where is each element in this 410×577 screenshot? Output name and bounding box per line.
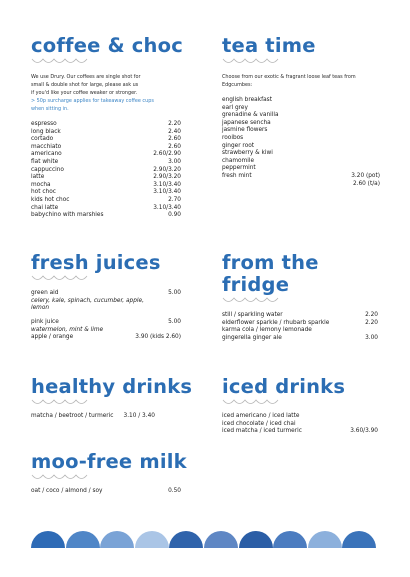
menu-item — [222, 428, 378, 436]
menu-item — [31, 334, 181, 342]
tea-last-row — [222, 173, 380, 181]
tea-item: strawberry & kiwi — [222, 150, 273, 157]
item-name: green aid — [31, 290, 59, 296]
coffee-items — [31, 121, 181, 220]
juices-section — [31, 252, 181, 342]
item-name: gingerella ginger ale — [222, 334, 282, 341]
menu-item — [31, 413, 181, 421]
juices-items — [31, 290, 181, 342]
tea-item: fresh mint — [222, 172, 252, 179]
scallop-shape — [342, 531, 376, 548]
scallop-shape — [135, 531, 169, 548]
tea-price-row — [222, 181, 380, 189]
item-price: 2.40 — [168, 128, 181, 135]
iced-items — [222, 413, 378, 436]
menu-item — [222, 320, 378, 328]
menu-item — [31, 205, 181, 213]
intro-line: We use Drury. Our coffees are single shot for — [31, 74, 141, 80]
wave-divider — [222, 297, 282, 306]
item-description: celery, kale, spinach, cucumber, apple, — [31, 297, 144, 304]
wave-divider — [31, 474, 91, 483]
tea-items — [222, 97, 380, 188]
tea-title: tea time — [222, 34, 316, 57]
tea-section — [222, 35, 380, 188]
item-name: flat white — [31, 158, 59, 165]
item-name: elderflower sparkle / rhubarb sparkle — [222, 319, 330, 326]
menu-item — [31, 144, 181, 152]
juices-title: fresh juices — [31, 251, 161, 274]
intro-line: Choose from our exotic & fragrant loose leaf teas from — [222, 74, 356, 80]
item-price: 2.20 — [168, 121, 181, 127]
menu-item — [31, 151, 181, 159]
coffee-intro — [31, 73, 181, 113]
item-price: 2.70 — [168, 196, 181, 203]
wave-divider — [31, 399, 91, 408]
fridge-items — [222, 312, 378, 342]
iced-section — [222, 376, 378, 436]
item-price: 0.90 — [168, 212, 181, 219]
item-name: still / sparkling water — [222, 312, 283, 318]
item-name: apple / orange — [31, 334, 74, 341]
item-name: hot choc — [31, 189, 56, 196]
intro-line: Edgcumbes: — [222, 82, 253, 88]
menu-item — [31, 121, 181, 129]
tea-item: jasmine flowers — [222, 127, 268, 134]
item-price: 2.20 — [365, 319, 378, 326]
item-name: oat / coco / almond / soy — [31, 488, 103, 494]
tea-intro — [222, 73, 380, 89]
item-price: 3.10/3.40 — [153, 204, 181, 211]
item-price: 0.50 — [168, 488, 181, 494]
item-name: matcha / beetroot / turmeric — [31, 413, 114, 419]
scallop-shape — [66, 531, 100, 548]
tea-item: earl grey — [222, 104, 248, 111]
item-price: 3.60/3.90 — [350, 428, 378, 435]
menu-item — [31, 174, 181, 182]
menu-item — [222, 312, 378, 320]
item-name: cappuccino — [31, 166, 64, 173]
scallop-shape — [169, 531, 203, 548]
fridge-section — [222, 252, 378, 342]
item-name: mocha — [31, 181, 51, 188]
moo-title: moo-free milk — [31, 450, 187, 473]
menu-item — [31, 488, 181, 496]
item-name: iced chocolate / iced chai — [222, 420, 296, 427]
tea-item: grenadine & vanilla — [222, 112, 279, 119]
wave-divider — [31, 275, 91, 284]
item-name: macchiato — [31, 143, 62, 150]
tea-item: japanese sencha — [222, 119, 271, 126]
tea-item: peppermint — [222, 165, 256, 172]
menu-item — [31, 197, 181, 205]
wave-divider — [222, 58, 282, 67]
item-price: 3.10/3.40 — [153, 181, 181, 188]
menu-item — [31, 182, 181, 190]
menu-item — [31, 189, 181, 197]
item-price: 3.00 — [168, 158, 181, 165]
menu-item — [222, 421, 378, 429]
item-description: watermelon, mint & lime — [31, 327, 104, 333]
intro-line: small & double shot for large, please ask us — [31, 82, 139, 88]
menu-item — [31, 159, 181, 167]
item-price: 3.10 / 3.40 — [123, 413, 155, 419]
item-price: 5.00 — [168, 319, 181, 326]
menu-item — [31, 136, 181, 144]
item-name: chai latte — [31, 204, 59, 211]
item-price: 3.10/3.40 — [153, 189, 181, 196]
menu-item — [222, 335, 378, 343]
scallop-shape — [100, 531, 134, 548]
item-price: 5.00 — [168, 290, 181, 296]
item-price: 3.90 (kids 2.60) — [135, 334, 181, 341]
item-name: babychino with marshies — [31, 212, 104, 219]
scallop-shape — [273, 531, 307, 548]
scallop-shape — [204, 531, 238, 548]
item-price: 2.60 — [168, 143, 181, 150]
fridge-title: from the fridge — [222, 251, 319, 296]
tea-price-takeaway: 2.60 (t/a) — [352, 180, 380, 187]
healthy-section — [31, 375, 193, 421]
menu-item — [31, 319, 181, 327]
item-price: 2.60/2.90 — [153, 151, 181, 158]
menu-item — [222, 413, 378, 421]
item-description: lemon — [31, 305, 50, 311]
tea-price-pot: 3.20 (pot) — [351, 172, 380, 179]
item-price: 2.60 — [168, 136, 181, 143]
menu-item — [31, 212, 181, 220]
scallop-shape — [308, 531, 342, 548]
wave-divider — [31, 58, 91, 67]
item-name: cortado — [31, 136, 54, 143]
item-price: 2.90/3.20 — [153, 174, 181, 181]
moo-section — [31, 450, 187, 496]
healthy-items — [31, 413, 181, 421]
tea-item: chamomile — [222, 157, 255, 164]
item-price: 2.20 — [365, 312, 378, 318]
item-name: iced americano / iced latte — [222, 413, 300, 419]
menu-item — [222, 327, 378, 335]
menu-item — [31, 129, 181, 137]
tea-item: english breakfast — [222, 97, 272, 103]
item-name: americano — [31, 151, 62, 158]
item-name: pink juice — [31, 319, 59, 326]
item-name: long black — [31, 128, 61, 135]
item-name: iced matcha / iced turmeric — [222, 428, 302, 435]
tea-item: ginger root — [222, 142, 255, 149]
scallop-band — [31, 531, 377, 548]
item-name: espresso — [31, 121, 57, 127]
surcharge-note: when sitting in. — [31, 106, 69, 112]
wave-divider — [222, 399, 282, 408]
moo-items — [31, 488, 181, 496]
menu-item — [31, 167, 181, 175]
scallop-shape — [239, 531, 273, 548]
item-name: karma cola / lemony lemonade — [222, 327, 312, 334]
iced-title: iced drinks — [222, 375, 346, 398]
item-price: 3.00 — [365, 334, 378, 341]
item-name: latte — [31, 174, 45, 181]
surcharge-note: > 50p surcharge applies for takeaway coffee cups — [31, 98, 154, 104]
menu-item — [31, 290, 181, 298]
intro-line: if you'd like your coffee weaker or stronger. — [31, 90, 138, 96]
item-name: kids hot choc — [31, 196, 70, 203]
scallop-shape — [31, 531, 65, 548]
tea-item: rooibos — [222, 134, 244, 141]
healthy-title: healthy drinks — [31, 375, 193, 398]
coffee-title: coffee & choc — [31, 34, 183, 57]
coffee-section — [31, 35, 181, 220]
item-price: 2.90/3.20 — [153, 166, 181, 173]
